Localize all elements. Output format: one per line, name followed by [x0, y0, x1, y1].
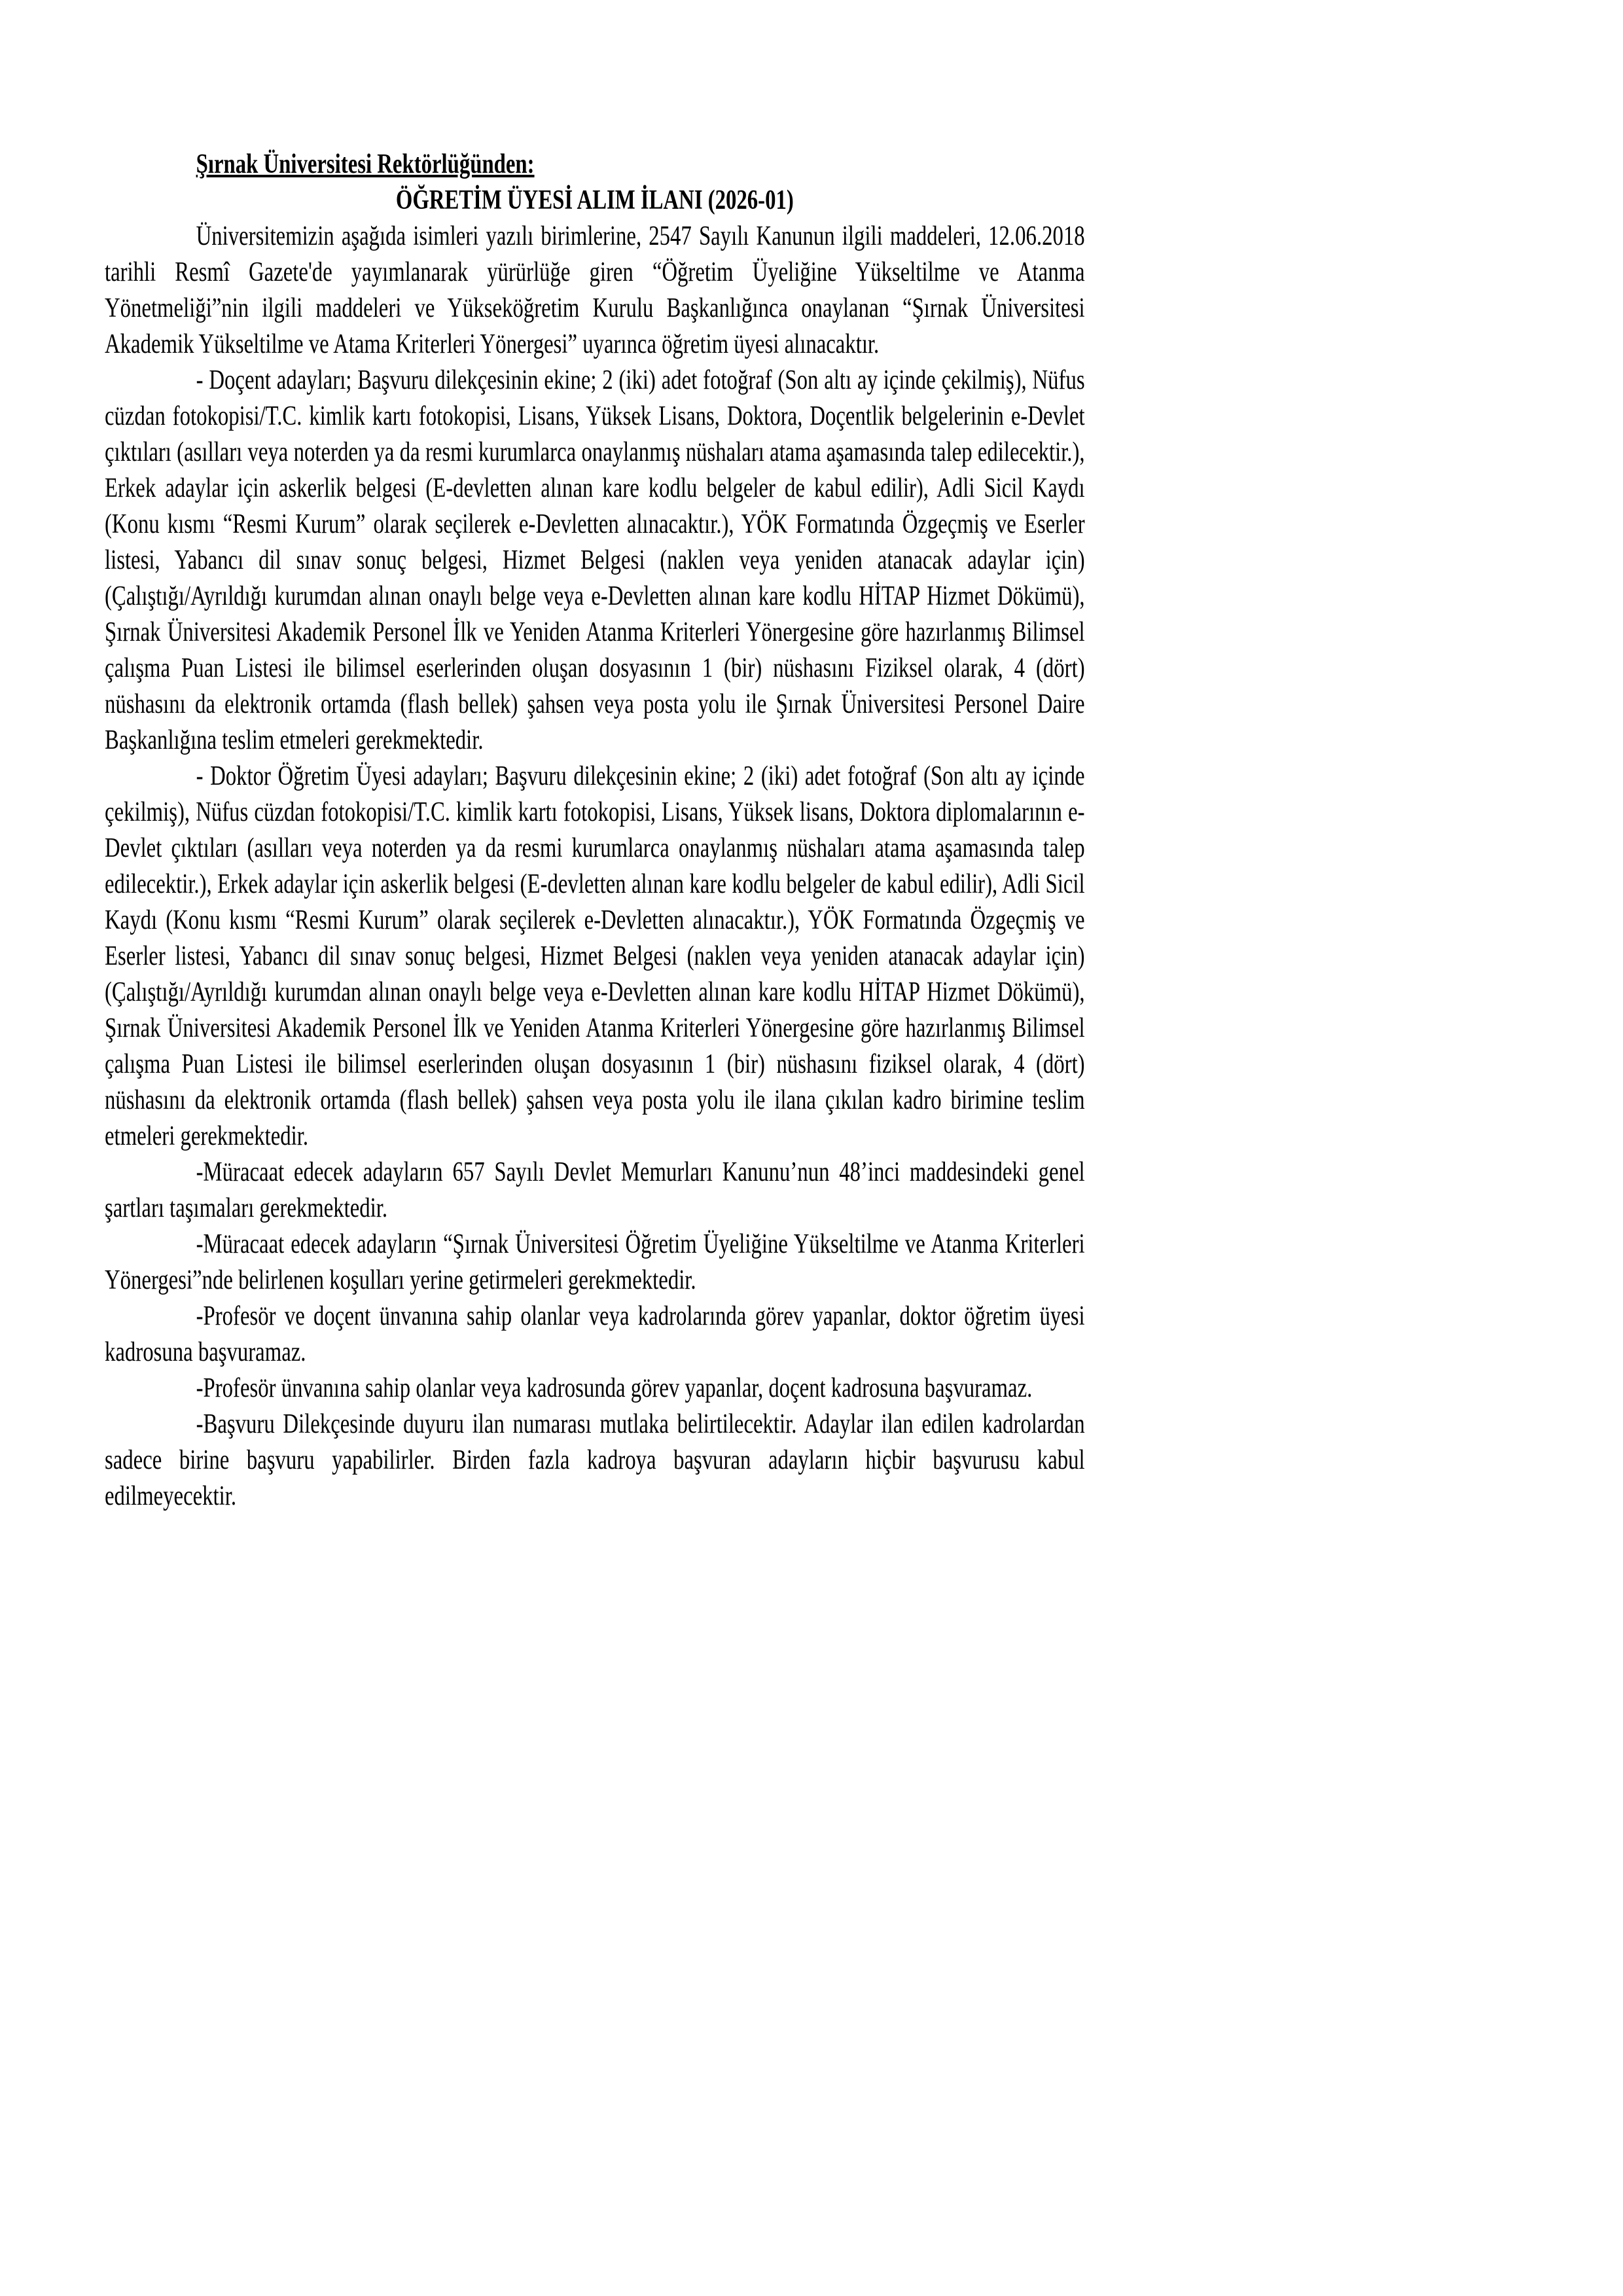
- paragraph-profesor-restriction: -Profesör ünvanına sahip olanlar veya kadrosunda görev yapanlar, doçent kadrosuna başvuramaz.: [196, 1373, 1033, 1403]
- paragraph-basvuru-dilekcesi-rules: -Başvuru Dilekçesinde duyuru ilan numarası mutlaka belirtilecektir. Adaylar ilan edilen kadrolardan sadece birine başvuru yapabilirler. Birden fazla kadroya başvuran adayların hiçbir başvurusu kabul edilmeyecektir.: [105, 1409, 1085, 1511]
- paragraph-docent-application-requirements: - Doçent adayları; Başvuru dilekçesinin ekine; 2 (iki) adet fotoğraf (Son altı ay içinde çekilmiş), Nüfus cüzdan fotokopisi/T.C. kimlik kartı fotokopisi, Lisans, Yüksek Lisans, Doktora, Doçentlik belgelerinin e-Devlet çıktıları (asılları veya noterden ya da resmi kurumlarca onaylanmış nüshaları atama aşamasında talep edilecektir.), Erkek adaylar için askerlik belgesi (E-devletten alınan kare kodlu belgeler de kabul edilir), Adli Sicil Kaydı (Konu kısmı “Resmi Kurum” olarak seçilerek e-Devletten alınacaktır.), YÖK Formatında Özgeçmiş ve Eserler listesi, Yabancı dil sınav sonuç belgesi, Hizmet Belgesi (naklen veya yeniden atanacak adaylar için) (Çalıştığı/Ayrıldığı kurumdan alınan onaylı belge veya e-Devletten alınan kare kodlu HİTAP Hizmet Dökümü), Şırnak Üniversitesi Akademik Personel İlk ve Yeniden Atanma Kriterleri Yönergesine göre hazırlanmış Bilimsel çalışma Puan Listesi ile bilimsel eserlerinden oluşan dosyasının 1 (bir) nüshasını Fiziksel olarak, 4 (dört) nüshasını da elektronik ortamda (flash bellek) şahsen veya posta yolu ile Şırnak Üniversitesi Personel Daire Başkanlığına teslim etmeleri gerekmektedir.: [105, 365, 1085, 755]
- paragraph-657-kanun-requirement: -Müracaat edecek adayların 657 Sayılı Devlet Memurları Kanunu’nun 48’inci maddesindeki genel şartları taşımaları gerekmektedir.: [105, 1157, 1085, 1223]
- document-source-heading: Şırnak Üniversitesi Rektörlüğünden:: [196, 149, 535, 179]
- paragraph-yonerge-kosullari: -Müracaat edecek adayların “Şırnak Üniversitesi Öğretim Üyeliğine Yükseltilme ve Atanma Kriterleri Yönergesi”nde belirlenen koşulları yerine getirmeleri gerekmektedir.: [105, 1229, 1085, 1295]
- paragraph-intro: Üniversitemizin aşağıda isimleri yazılı birimlerine, 2547 Sayılı Kanunun ilgili maddeleri, 12.06.2018 tarihli Resmî Gazete'de yayımlanarak yürürlüğe giren “Öğretim Üyeliğine Yükseltilme ve Atanma Yönetmeliği”nin ilgili maddeleri ve Yükseköğretim Kurulu Başkanlığınca onaylanan “Şırnak Üniversitesi Akademik Yükseltilme ve Atama Kriterleri Yönergesi” uyarınca öğretim üyesi alınacaktır.: [105, 221, 1085, 359]
- paragraph-doktor-ogretim-uyesi-application-requirements: - Doktor Öğretim Üyesi adayları; Başvuru dilekçesinin ekine; 2 (iki) adet fotoğraf (Son altı ay içinde çekilmiş), Nüfus cüzdan fotokopisi/T.C. kimlik kartı fotokopisi, Lisans, Yüksek lisans, Doktora diplomalarının e-Devlet çıktıları (asılları veya noterden ya da resmi kurumlarca onaylanmış nüshaları atama aşamasında talep edilecektir.), Erkek adaylar için askerlik belgesi (E-devletten alınan kare kodlu belgeler de kabul edilir), Adli Sicil Kaydı (Konu kısmı “Resmi Kurum” olarak seçilerek e-Devletten alınacaktır.), YÖK Formatında Özgeçmiş ve Eserler listesi, Yabancı dil sınav sonuç belgesi, Hizmet Belgesi (naklen veya yeniden atanacak adaylar için) (Çalıştığı/Ayrıldığı kurumdan alınan onaylı belge veya e-Devletten alınan kare kodlu HİTAP Hizmet Dökümü), Şırnak Üniversitesi Akademik Personel İlk ve Yeniden Atanma Kriterleri Yönergesine göre hazırlanmış Bilimsel çalışma Puan Listesi ile bilimsel eserlerinden oluşan dosyasının 1 (bir) nüshasını fiziksel olarak, 4 (dört) nüshasını da elektronik ortamda (flash bellek) şahsen veya posta yolu ile ilana çıkılan kadro birimine teslim etmeleri gerekmektedir.: [105, 761, 1085, 1151]
- announcement-body: [105, 147, 1085, 1515]
- announcement-title: ÖĞRETİM ÜYESİ ALIM İLANI (2026-01): [395, 185, 794, 215]
- paragraph-profesor-docent-restriction: -Profesör ve doçent ünvanına sahip olanlar veya kadrolarında görev yapanlar, doktor öğretim üyesi kadrosuna başvuramaz.: [105, 1301, 1085, 1367]
